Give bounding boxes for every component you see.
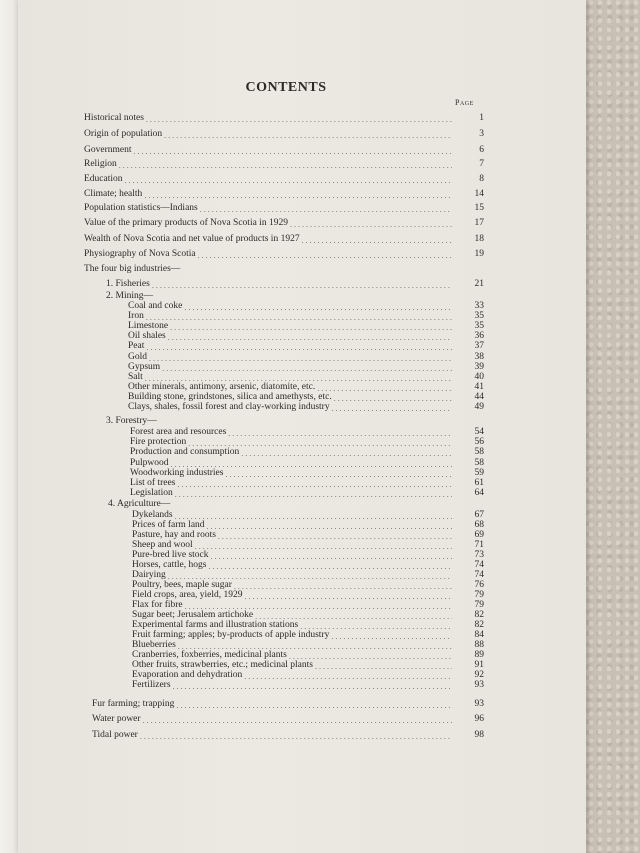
toc-entry-page: 17: [474, 218, 484, 228]
toc-entry-label: Dairying: [132, 570, 166, 580]
leader-dots: [140, 732, 452, 741]
toc-entry-page: 79: [474, 600, 484, 610]
toc-entry-page: 36: [474, 331, 484, 342]
toc-entry: [128, 401, 484, 413]
toc-entry-page: 1: [479, 113, 484, 123]
toc-entry-page: 33: [474, 301, 484, 311]
toc-entry-page: 92: [474, 670, 484, 680]
toc-entry-label: Origin of population: [84, 129, 163, 139]
toc-entry: [84, 217, 484, 229]
toc-entry-page: 6: [479, 145, 484, 155]
toc-entry-label: 1. Fisheries: [106, 279, 150, 289]
leader-dots: [164, 131, 452, 140]
toc-entry-label: Forest area and resources: [130, 427, 227, 437]
leader-dots: [302, 236, 452, 245]
toc-entry-label: Coal and coke: [128, 301, 183, 311]
toc-entry: [84, 233, 484, 245]
toc-entry-page: 41: [474, 381, 484, 392]
toc-entry-page: 76: [474, 580, 484, 590]
toc-entry-label: Sugar beet; Jerusalem artichoke: [132, 610, 254, 620]
toc-entry-page: 67: [474, 510, 484, 520]
toc-entry-label: Field crops, area, yield, 1929: [132, 590, 243, 600]
toc-entry-page: 96: [474, 714, 484, 724]
toc-entry-page: 18: [474, 234, 484, 244]
toc-entry-page: 14: [474, 189, 484, 199]
page-title: CONTENTS: [245, 80, 327, 95]
leader-dots: [332, 404, 452, 413]
toc-entry-label: Legislation: [130, 488, 173, 499]
toc-entry-label: Limestone: [128, 321, 169, 332]
toc-entry-page: 89: [474, 650, 484, 660]
toc-entry-label: Physiography of Nova Scotia: [84, 249, 196, 259]
toc-entry-page: 71: [474, 540, 484, 550]
toc-entry-page: 84: [474, 630, 484, 640]
page-left-edge: [0, 0, 18, 853]
toc-entry: [84, 128, 484, 140]
toc-entry-page: 21: [474, 279, 484, 289]
toc-entry-label: Salt: [128, 371, 143, 382]
toc-entry-page: 3: [479, 129, 484, 139]
toc-entry: [92, 713, 484, 725]
toc-entry-page: 56: [474, 437, 484, 448]
toc-entry-label: Tidal power: [92, 730, 138, 740]
toc-entry-page: 40: [474, 371, 484, 382]
toc-entry-page: 35: [474, 321, 484, 332]
toc-entry-label: Historical notes: [84, 113, 144, 123]
toc-section-heading: The four big industries—: [84, 264, 181, 274]
leader-dots: [134, 147, 453, 156]
page-column-header: Page: [455, 98, 474, 107]
toc-entry-label: Water power: [92, 714, 141, 724]
toc-entry-label: Iron: [128, 311, 144, 322]
leader-dots: [175, 490, 452, 499]
leader-dots: [173, 682, 452, 691]
toc-entry-page: 69: [474, 530, 484, 540]
leader-dots: [146, 115, 452, 124]
toc-entry-page: 37: [474, 341, 484, 352]
toc-entry-page: 15: [474, 203, 484, 213]
toc-entry-label: Production and consumption: [130, 447, 240, 458]
toc-entry: [84, 202, 484, 214]
toc-entry-label: List of trees: [130, 478, 176, 488]
toc-entry-label: Fertilizers: [132, 680, 171, 690]
toc-section-heading: 4. Agriculture—: [108, 499, 171, 509]
carpet-background: [580, 0, 640, 853]
toc-entry-label: Clays, shales, fossil forest and clay-working industry: [128, 402, 330, 412]
toc-entry-label: Pulpwood: [130, 457, 169, 468]
toc-entry-label: Poultry, bees, maple sugar: [132, 580, 232, 590]
toc-entry-page: 8: [479, 174, 484, 184]
toc-entry-label: Fire protection: [130, 437, 187, 448]
toc-entry-label: Gold: [128, 351, 147, 362]
toc-entry-label: Government: [84, 145, 132, 155]
toc-entry-page: 19: [474, 249, 484, 259]
toc-entry: [132, 679, 484, 691]
leader-dots: [198, 251, 452, 260]
toc-entry-page: 38: [474, 351, 484, 362]
leader-dots: [290, 220, 452, 229]
toc-entry-label: Peat: [128, 341, 145, 352]
toc-entry-label: Fruit farming; apples; by-products of apple industry: [132, 630, 330, 640]
toc-entry: [84, 112, 484, 124]
toc-entry: [92, 698, 484, 710]
toc-entry-page: 79: [474, 590, 484, 600]
toc-entry-label: Population statistics—Indians: [84, 203, 198, 213]
toc-entry: [84, 188, 484, 200]
leader-dots: [200, 205, 452, 214]
toc-entry-label: Other fruits, strawberries, etc.; medicinal plants: [132, 660, 313, 670]
toc-entry-label: Sheep and wool: [132, 540, 193, 550]
toc-entry: [84, 158, 484, 170]
toc-entry-label: Dykelands: [132, 510, 173, 520]
toc-entry-page: 54: [474, 427, 484, 437]
toc-entry-page: 58: [474, 457, 484, 468]
toc-entry: [106, 278, 484, 290]
toc-entry-page: 91: [474, 660, 484, 670]
toc-entry-page: 7: [479, 159, 484, 169]
leader-dots: [152, 281, 452, 290]
toc-entry-label: Blueberries: [132, 640, 176, 650]
toc-entry-label: Pure-bred live stock: [132, 550, 209, 560]
toc-entry-page: 82: [474, 620, 484, 630]
toc-entry-label: Experimental farms and illustration stations: [132, 620, 299, 630]
toc-entry-page: 88: [474, 640, 484, 650]
toc-entry-label: Cranberries, foxberries, medicinal plants: [132, 650, 287, 660]
toc-entry-label: Gypsum: [128, 361, 161, 372]
toc-entry-label: Prices of farm land: [132, 520, 205, 530]
toc-entry-label: Woodworking industries: [130, 467, 224, 478]
toc-entry-page: 73: [474, 550, 484, 560]
leader-dots: [144, 191, 452, 200]
toc-entry-page: 49: [474, 402, 484, 412]
toc-entry-label: Education: [84, 174, 123, 184]
toc-entry: [84, 144, 484, 156]
toc-entry-label: Fur farming; trapping: [92, 699, 175, 709]
toc-entry-page: 58: [474, 447, 484, 458]
toc-entry-label: Religion: [84, 159, 117, 169]
toc-entry: [84, 173, 484, 185]
leader-dots: [125, 176, 452, 185]
toc-entry-label: Flax for fibre: [132, 600, 183, 610]
toc-entry: [84, 248, 484, 260]
leader-dots: [143, 716, 452, 725]
toc-entry-page: 74: [474, 570, 484, 580]
toc-entry-page: 68: [474, 520, 484, 530]
toc-entry-page: 59: [474, 467, 484, 478]
toc-entry: [92, 729, 484, 741]
toc-section-heading: 3. Forestry—: [106, 416, 157, 426]
toc-entry-label: Horses, cattle, hogs: [132, 560, 207, 570]
toc-entry-label: Evaporation and dehydration: [132, 670, 243, 680]
toc-entry-label: Wealth of Nova Scotia and net value of products in 1927: [84, 234, 300, 244]
toc-entry-page: 93: [474, 699, 484, 709]
toc-entry-page: 82: [474, 610, 484, 620]
toc-entry-label: Other minerals, antimony, arsenic, diatomite, etc.: [128, 381, 316, 392]
toc-entry-page: 61: [474, 478, 484, 488]
toc-entry-label: Building stone, grindstones, silica and amethysts, etc.: [128, 391, 332, 402]
toc-entry-page: 35: [474, 311, 484, 322]
toc-entry-label: Pasture, hay and roots: [132, 530, 216, 540]
toc-entry-page: 74: [474, 560, 484, 570]
toc-entry-page: 98: [474, 730, 484, 740]
leader-dots: [176, 701, 452, 710]
toc-entry-page: 93: [474, 680, 484, 690]
toc-entry-page: 44: [474, 391, 484, 402]
toc-entry: [130, 487, 484, 499]
toc-entry-page: 64: [474, 488, 484, 499]
toc-entry-page: 39: [474, 361, 484, 372]
toc-entry-label: Oil shales: [128, 331, 166, 342]
leader-dots: [119, 161, 452, 170]
toc-entry-label: Value of the primary products of Nova Scotia in 1929: [84, 218, 288, 228]
toc-entry-label: Climate; health: [84, 189, 143, 199]
toc-section-heading: 2. Mining—: [106, 291, 153, 301]
